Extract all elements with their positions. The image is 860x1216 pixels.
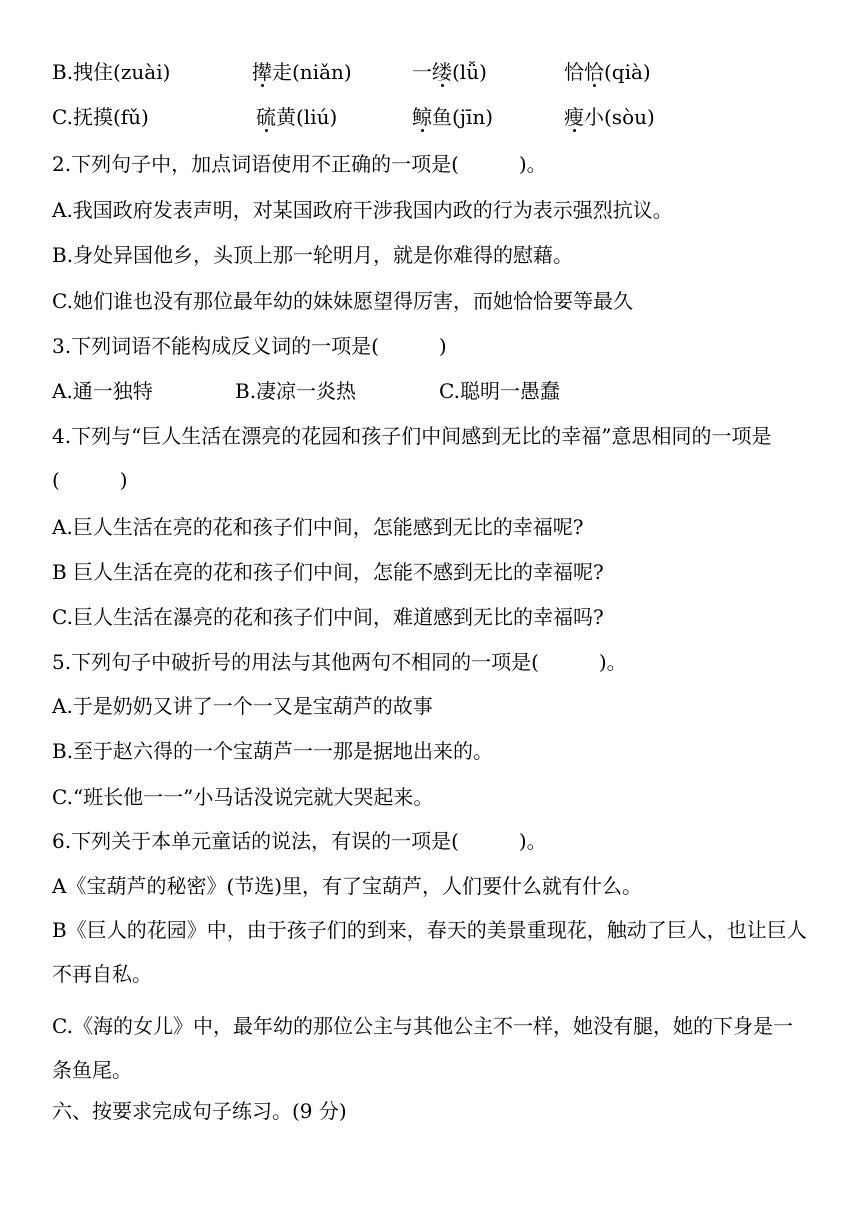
question-5-option-b: B.至于赵六得的一个宝葫芦一一那是据地出来的。 xyxy=(52,739,494,763)
question-6-option-b: B《巨人的花园》中，由于孩子们的到来，春天的美景重现花，触动了巨人，也让巨人不再自私。 xyxy=(52,918,807,986)
question-3-option-a: A.通一独特 xyxy=(52,379,153,403)
question-3-stem: 3.下列词语不能构成反义词的一项是( ) xyxy=(52,334,447,358)
dotted-char: 恰 xyxy=(584,60,604,84)
option-c-1: C.抚摸(fǔ) xyxy=(52,105,149,129)
question-5-option-a: A.于是奶奶又讲了一个一又是宝葫芦的故事 xyxy=(52,694,433,718)
question-6-option-c: C.《海的女儿》中，最年幼的那位公主与其他公主不一样，她没有腿，她的下身是一条鱼尾。 xyxy=(52,1014,793,1082)
dotted-char: 鲸 xyxy=(412,105,432,129)
option-b-3: 一缕(lǚ) xyxy=(412,60,487,84)
dotted-char: 硫 xyxy=(256,105,276,129)
option-c-3: 鲸鱼(jīn) xyxy=(412,105,494,129)
dotted-char: 瘦 xyxy=(564,105,584,129)
question-2-option-c: C.她们谁也没有那位最年幼的妹妹愿望得厉害，而她恰恰要等最久 xyxy=(52,289,633,313)
question-2-option-a: A.我国政府发表声明，对某国政府干涉我国内政的行为表示强烈抗议。 xyxy=(52,198,673,222)
question-5-option-c: C.“班长他一一”小马话没说完就大哭起来。 xyxy=(52,785,434,809)
option-b-4: 恰恰(qià) xyxy=(564,60,651,84)
question-4-option-c: C.巨人生活在瀑亮的花和孩子们中间，难道感到无比的幸福吗? xyxy=(52,605,604,629)
option-c-4: 瘦小(sòu) xyxy=(564,105,655,129)
question-5-stem: 5.下列句子中破折号的用法与其他两句不相同的一项是( )。 xyxy=(52,650,627,674)
section-6-heading: 六、按要求完成句子练习。(9 分) xyxy=(52,1099,347,1123)
question-3-option-c: C.聪明一愚蠢 xyxy=(439,379,560,403)
question-2-option-b: B.身处异国他乡，头顶上那一轮明月，就是你难得的慰藉。 xyxy=(52,243,574,267)
question-4-stem: 4.下列与“巨人生活在漂亮的花园和孩子们中间感到无比的幸福”意思相同的一项是( ) xyxy=(52,424,772,492)
question-4-option-a: A.巨人生活在亮的花和孩子们中间，怎能感到无比的幸福呢? xyxy=(52,515,584,539)
question-6-option-a: A《宝葫芦的秘密》(节选)里，有了宝葫芦，人们要什么就有什么。 xyxy=(52,874,643,898)
dotted-char: 缕 xyxy=(432,60,452,84)
dotted-char: 撵 xyxy=(252,60,272,84)
option-c-2: 硫黄(liú) xyxy=(256,105,338,129)
option-b-2: 撵走(niǎn) xyxy=(252,60,352,84)
question-4-option-b: B 巨人生活在亮的花和孩子们中间，怎能不感到无比的幸福呢? xyxy=(52,560,604,584)
question-3-option-b: B.凄凉一炎热 xyxy=(235,379,357,403)
question-2-stem: 2.下列句子中，加点词语使用不正确的一项是( )。 xyxy=(52,152,547,176)
option-b-1: B.拽住(zuài) xyxy=(52,60,171,84)
question-6-stem: 6.下列关于本单元童话的说法，有误的一项是( )。 xyxy=(52,829,547,853)
